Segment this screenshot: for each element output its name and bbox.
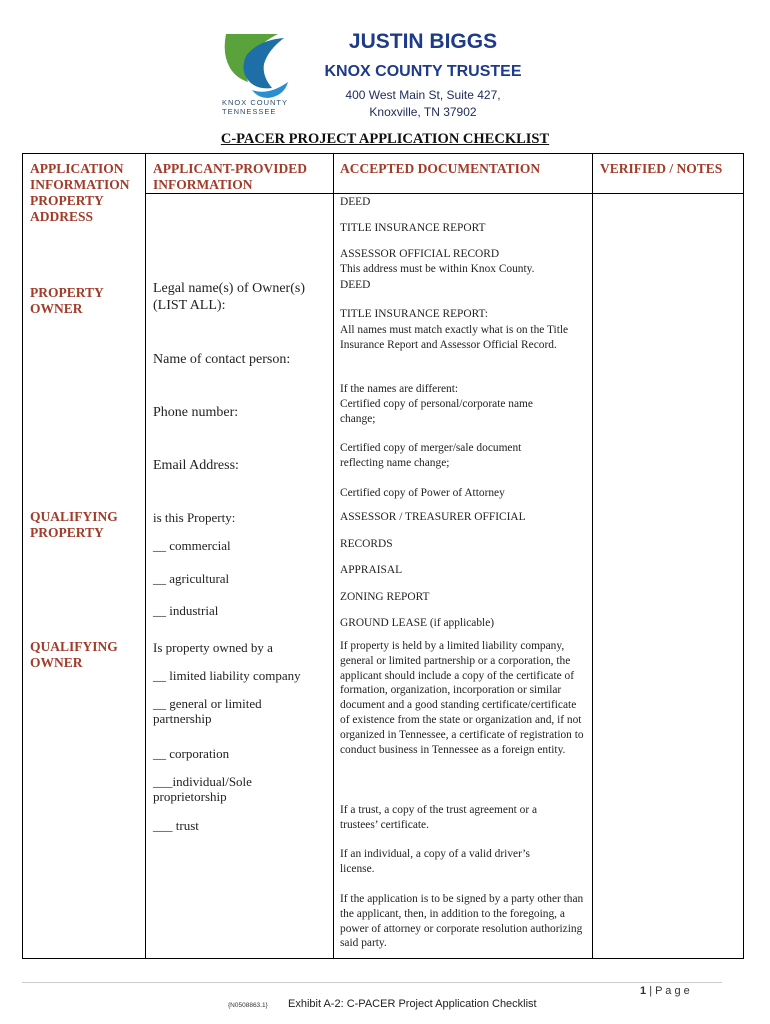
doc-individual-requirements: If an individual, a copy of a valid driver’s license.: [340, 848, 530, 875]
knox-county-logo: [218, 30, 292, 100]
field-industrial: __ industrial: [153, 603, 219, 618]
footer-divider: [22, 982, 722, 983]
footer-title: Exhibit A-2: C-PACER Project Application Checklist: [288, 998, 537, 1010]
document-code: {N0508863.1}: [228, 1002, 268, 1009]
row-label-property-owner: PROPERTY OWNER: [30, 285, 104, 316]
doc-property-address-note: This address must be within Knox County.: [340, 263, 535, 275]
field-individual: ___individual/Sole proprietorship: [153, 774, 252, 804]
doc-records: RECORDS: [340, 538, 393, 550]
doc-zoning-report: ZONING REPORT: [340, 591, 430, 603]
field-contact-person: Name of contact person:: [153, 352, 291, 367]
doc-owner-title-report: TITLE INSURANCE REPORT:: [340, 308, 489, 320]
doc-owner-power-of-attorney: Certified copy of Power of Attorney: [340, 487, 505, 499]
doc-owner-names-different: If the names are different:: [340, 383, 459, 395]
row-label-qualifying-property: QUALIFYING PROPERTY: [30, 509, 118, 540]
doc-trust-requirements: If a trust, a copy of the trust agreement or a trustees’ certificate.: [340, 804, 538, 831]
field-trust: ___ trust: [153, 818, 199, 833]
column-header-applicant-provided: APPLICANT-PROVIDED INFORMATION: [153, 161, 308, 192]
field-llc: __ limited liability company: [153, 668, 301, 683]
doc-property-address-title-report: TITLE INSURANCE REPORT: [340, 222, 486, 234]
page-number: 1 | P a g e: [640, 985, 690, 997]
doc-property-address-assessor: ASSESSOR OFFICIAL RECORD: [340, 248, 500, 260]
doc-assessor-treasurer: ASSESSOR / TREASURER OFFICIAL: [340, 511, 526, 523]
doc-entity-requirements: If property is held by a limited liability company, general or limited partnership or a corporation, the applicant should include a copy of the certificate of formation, organization, incorporation or similar document and a good standing certificate/certificate of existence from the state or organization and, if not organized in Tennessee, a certificate of registration to conduct business in Tennessee as a foreign entity.: [340, 640, 584, 756]
column-header-accepted-documentation: ACCEPTED DOCUMENTATION: [340, 161, 541, 176]
logo-wordmark: KNOX COUNTY TENNESSEE: [222, 98, 289, 116]
field-phone-number: Phone number:: [153, 405, 239, 420]
document-title: C-PACER PROJECT APPLICATION CHECKLIST: [220, 131, 550, 147]
field-corporation: __ corporation: [153, 746, 230, 761]
org-address: 400 West Main St, Suite 427, Knoxville, TN 37902: [345, 88, 501, 119]
field-owner-type-prompt: Is property owned by a: [153, 640, 273, 655]
doc-signing-party-requirements: If the application is to be signed by a party other than the applicant, then, in addition to the foregoing, a power of attorney or corporate resolution authorizing said party.: [340, 893, 584, 950]
doc-ground-lease: GROUND LEASE (if applicable): [340, 617, 495, 629]
doc-owner-name-change: Certified copy of personal/corporate name change;: [340, 398, 533, 425]
field-agricultural: __ agricultural: [153, 571, 230, 586]
doc-property-address-deed: DEED: [340, 196, 371, 208]
org-subtitle: KNOX COUNTY TRUSTEE: [324, 63, 522, 80]
field-partnership: __ general or limited partnership: [153, 696, 262, 726]
doc-owner-merger: Certified copy of merger/sale document reflecting name change;: [340, 442, 522, 469]
column-header-verified-notes: VERIFIED / NOTES: [600, 161, 723, 176]
doc-owner-deed: DEED: [340, 279, 371, 291]
field-property-type-prompt: is this Property:: [153, 510, 236, 525]
row-label-property-address: PROPERTY ADDRESS: [30, 193, 104, 224]
org-name: JUSTIN BIGGS: [348, 30, 498, 53]
field-email-address: Email Address:: [153, 458, 239, 473]
doc-owner-names-match: All names must match exactly what is on the Title Insurance Report and Assessor Official Record.: [340, 324, 569, 351]
field-legal-names: Legal name(s) of Owner(s) (LIST ALL):: [153, 281, 305, 313]
row-label-qualifying-owner: QUALIFYING OWNER: [30, 639, 118, 670]
field-commercial: __ commercial: [153, 538, 231, 553]
column-header-application-information: APPLICATION INFORMATION: [30, 161, 130, 192]
doc-appraisal: APPRAISAL: [340, 564, 403, 576]
